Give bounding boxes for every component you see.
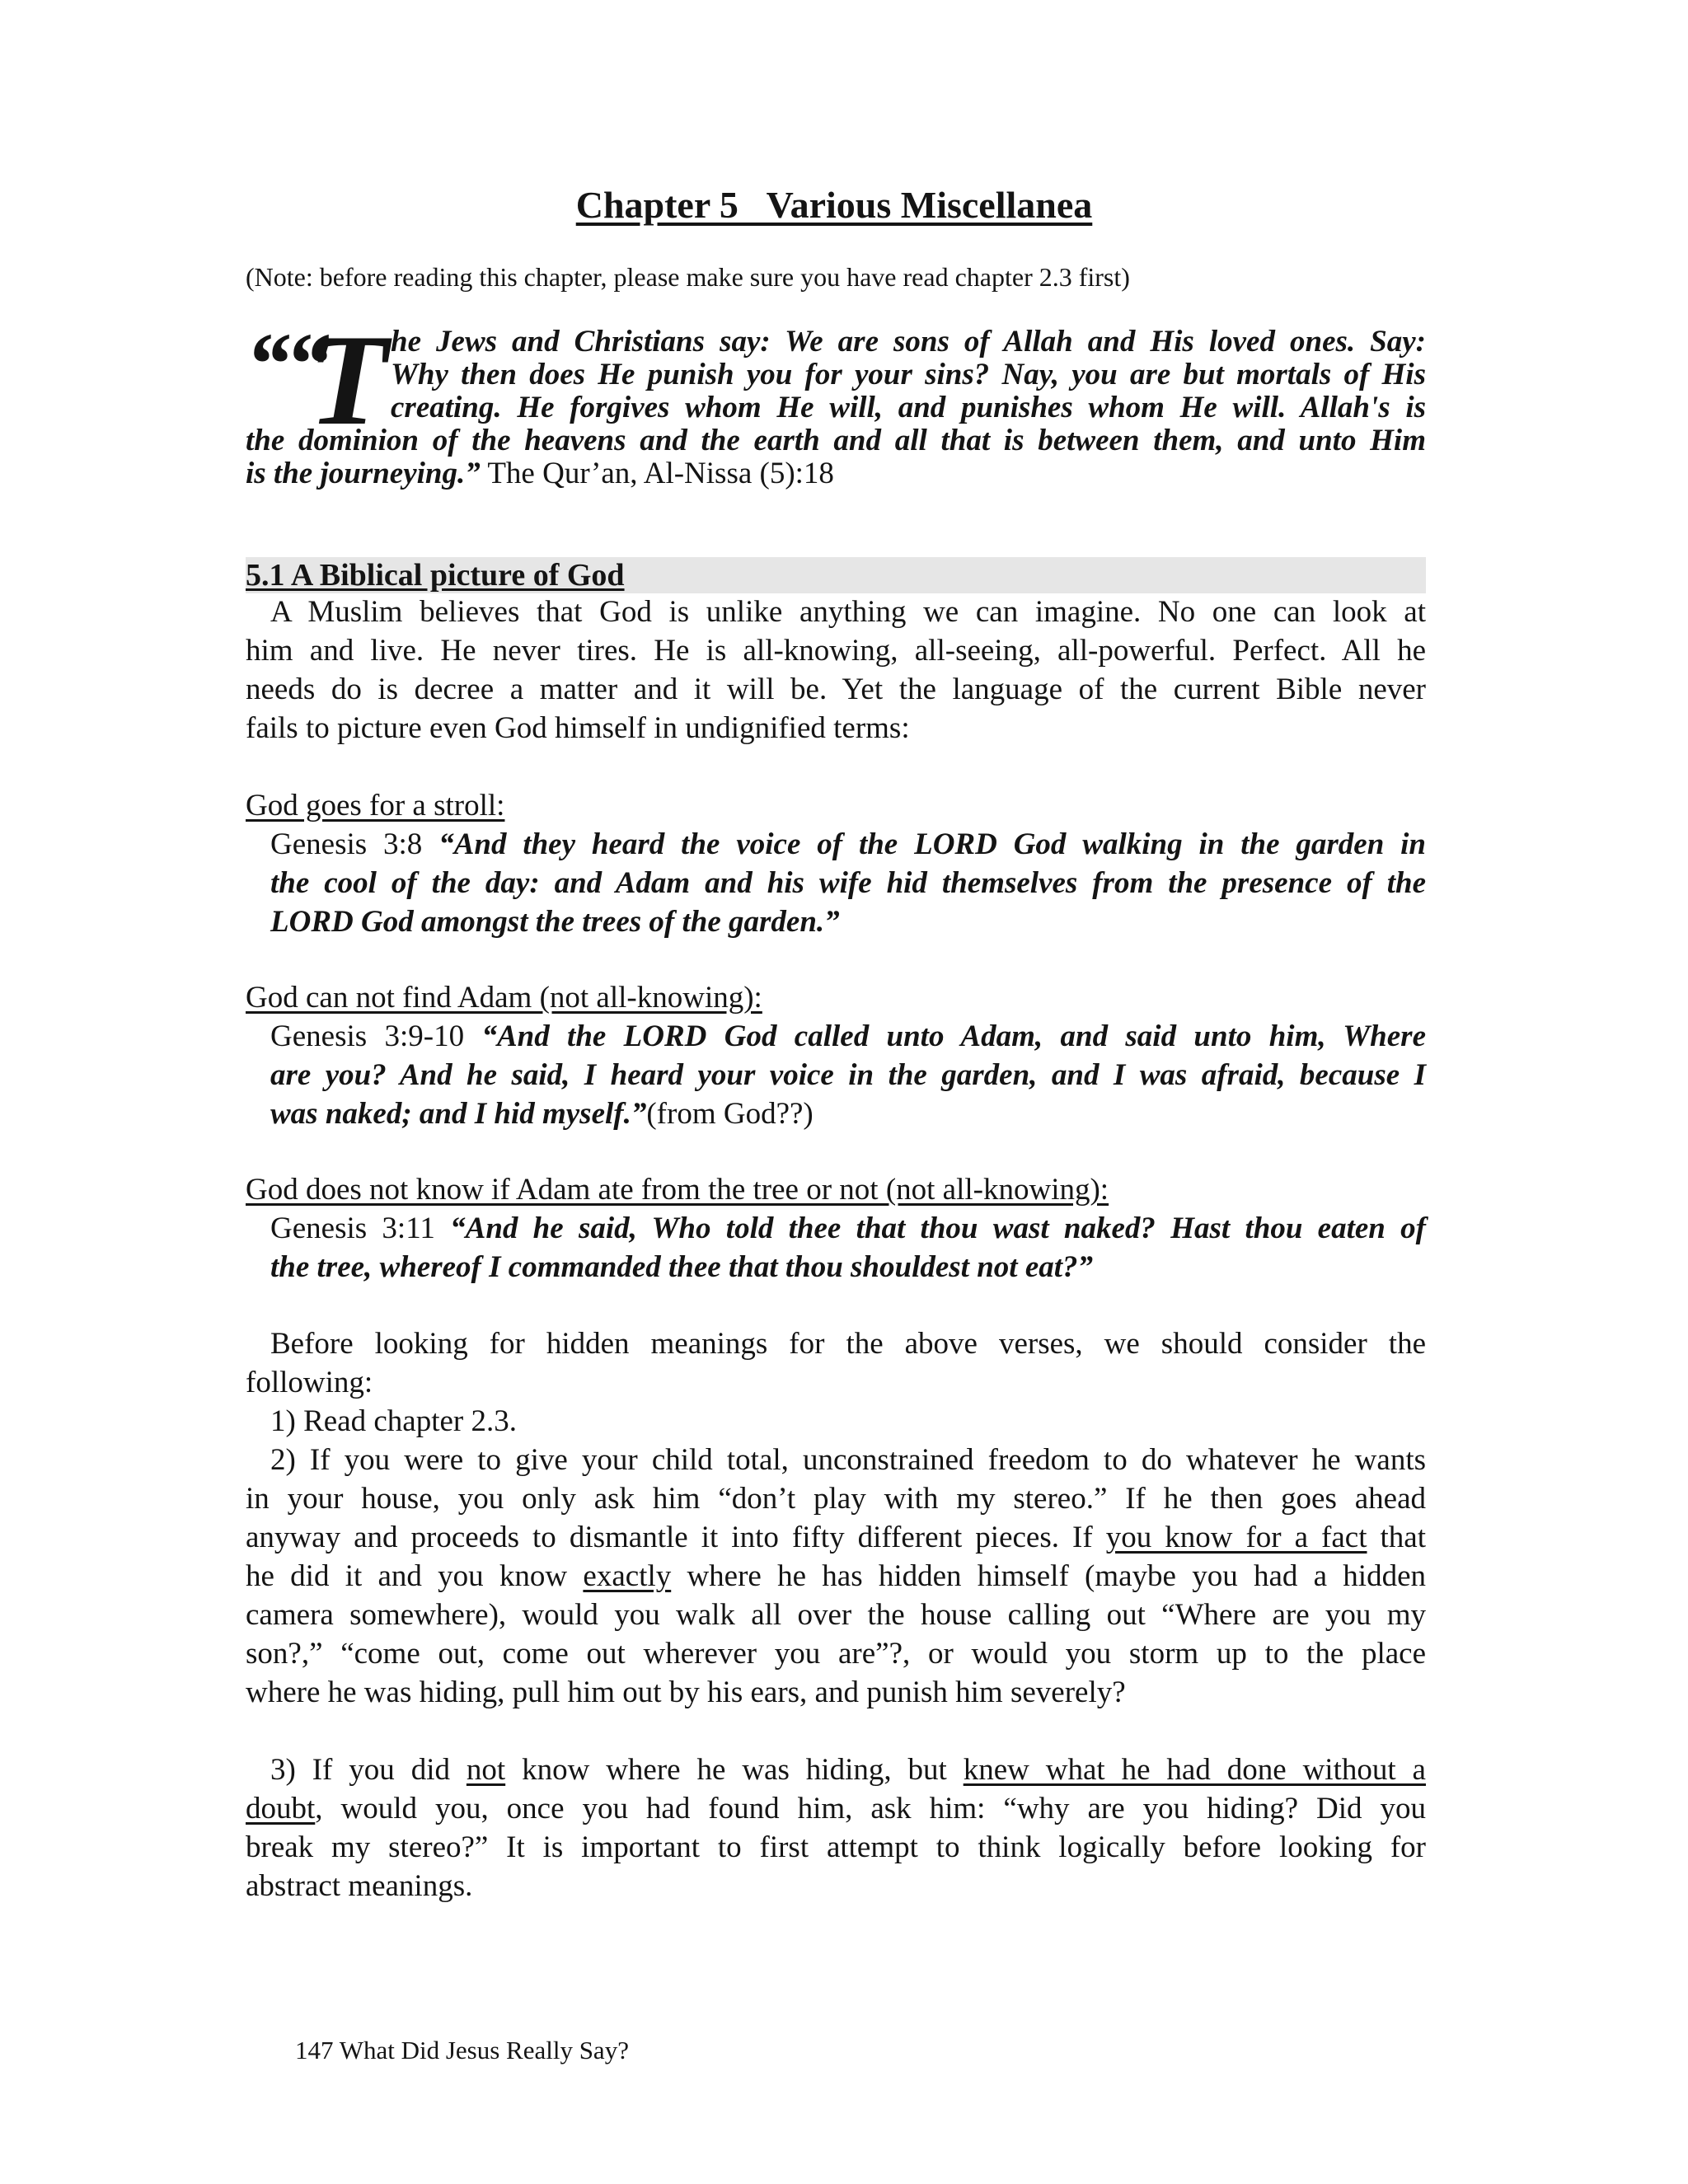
quote-source: The Qur’an, Al-Nissa (5):18 [480, 457, 834, 490]
example-2-verse-3: was naked; and I hid myself.” [270, 1097, 647, 1131]
quote-line-1: he Jews and Christians say: We are sons of Allah and His loved ones. Say: [391, 325, 1426, 359]
example-2-ref: Genesis 3:9-10 [270, 1019, 482, 1053]
point-2-line-3-underlined: you know for a fact [1105, 1521, 1367, 1554]
example-1-line-2: the cool of the day: and Adam and his wife hid themselves from the presence of the [270, 866, 1426, 900]
point-2-line-1: 2) If you were to give your child total, unconstrained freedom to do whatever he wants [270, 1443, 1426, 1477]
quran-quote [246, 308, 1426, 499]
example-2-line-3 [270, 1094, 1426, 1133]
example-1-line-3: LORD God amongst the trees of the garden.” [270, 905, 840, 939]
intro-line-1: A Muslim believes that God is unlike anything we can imagine. No one can look at [270, 595, 1426, 629]
point-2-line-3-text-b: that [1367, 1521, 1427, 1554]
reading-note: (Note: before reading this chapter, please make sure you have read chapter 2.3 first) [246, 262, 1130, 292]
point-2-line-4-underlined: exactly [583, 1559, 672, 1593]
dropcap-letter: T [308, 308, 388, 452]
point-2-line-2: in your house, you only ask him “don’t play with my stereo.” If he then goes ahead [246, 1482, 1426, 1516]
example-3-ref: Genesis 3:11 [270, 1212, 451, 1245]
example-3-line-2: the tree, whereof I commanded thee that thou shouldest not eat?” [270, 1250, 1094, 1284]
point-2-line-6: son?,” “come out, come out wherever you are”?, or would you storm up to the place [246, 1637, 1426, 1671]
point-3-line-2 [246, 1789, 1426, 1828]
example-1-verse-1: “And they heard the voice of the LORD God walking in the garden in [438, 827, 1426, 861]
section-title: 5.1 A Biblical picture of God [246, 558, 625, 593]
example-1-heading: God goes for a stroll: [246, 789, 505, 823]
quote-line-2: Why then does He punish you for your sins? Nay, you are but mortals of His [391, 358, 1426, 391]
intro-line-3: needs do is decree a matter and it will be. Yet the language of the current Bible never [246, 673, 1426, 706]
point-2-line-3-text-a: anyway and proceeds to dismantle it into fifty different pieces. If [246, 1521, 1106, 1554]
point-3-line-4: abstract meanings. [246, 1869, 473, 1903]
point-3-line-1-text-b: know where he was hiding, but [505, 1753, 964, 1787]
point-1: 1) Read chapter 2.3. [270, 1404, 517, 1438]
example-2-line-1 [270, 1017, 1426, 1056]
example-3-verse-1: “And he said, Who told thee that thou wast naked? Hast thou eaten of [450, 1212, 1426, 1245]
point-3-line-3: break my stereo?” It is important to first attempt to think logically before looking for [246, 1830, 1426, 1864]
point-2-line-7: where he was hiding, pull him out by his ears, and punish him severely? [246, 1675, 1126, 1709]
point-3-line-1-text-a: 3) If you did [270, 1753, 467, 1787]
intro-line-2: him and live. He never tires. He is all-knowing, all-seeing, all-powerful. Perfect. All he [246, 634, 1426, 668]
example-3-line-1 [270, 1209, 1426, 1248]
quote-line-4: the dominion of the heavens and the earth and all that is between them, and unto Him [246, 424, 1426, 457]
point-3-line-1-underlined-1: not [466, 1753, 506, 1787]
example-1-line-1 [270, 825, 1426, 864]
example-2-line-2: are you? And he said, I heard your voice in the garden, and I was afraid, because I [270, 1058, 1426, 1092]
point-2-line-3 [246, 1518, 1426, 1557]
quote-line-5 [246, 457, 834, 490]
point-2-line-4-text-b: where he has hidden himself (maybe you had a hidden [671, 1559, 1426, 1593]
point-3-line-2-text: , would you, once you had found him, ask him: “why are you hiding? Did you [315, 1792, 1426, 1825]
point-2-line-5: camera somewhere), would you walk all over the house calling out “Where are you my [246, 1598, 1426, 1632]
example-3-heading: God does not know if Adam ate from the tree or not (not all-knowing): [246, 1173, 1109, 1207]
point-2-line-4-text-a: he did it and you know [246, 1559, 584, 1593]
example-2-verse-1: “And the LORD God called unto Adam, and said unto him, Where [481, 1019, 1426, 1053]
quote-closing: is the journeying.” [246, 457, 481, 490]
intro-line-4: fails to picture even God himself in undignified terms: [246, 711, 910, 745]
chapter-title: Chapter 5 Various Miscellanea [575, 184, 1093, 226]
point-3-line-1-underlined-2: knew what he had done without a [963, 1753, 1426, 1787]
discussion-line-2: following: [246, 1366, 373, 1399]
quote-line-3: creating. He forgives whom He will, and punishes whom He will. Allah's is [391, 391, 1426, 424]
open-quote-marks: ““ [246, 316, 325, 414]
point-3-line-2-underlined: doubt [246, 1792, 316, 1825]
example-1-ref: Genesis 3:8 [270, 827, 439, 861]
point-3-line-1 [270, 1750, 1426, 1789]
point-2-line-4 [246, 1557, 1426, 1596]
example-2-aside: (from God??) [646, 1097, 814, 1131]
page-footer: 147 What Did Jesus Really Say? [295, 2036, 629, 2064]
discussion-line-1: Before looking for hidden meanings for the above verses, we should consider the [270, 1327, 1426, 1361]
example-2-heading: God can not find Adam (not all-knowing): [246, 981, 762, 1015]
